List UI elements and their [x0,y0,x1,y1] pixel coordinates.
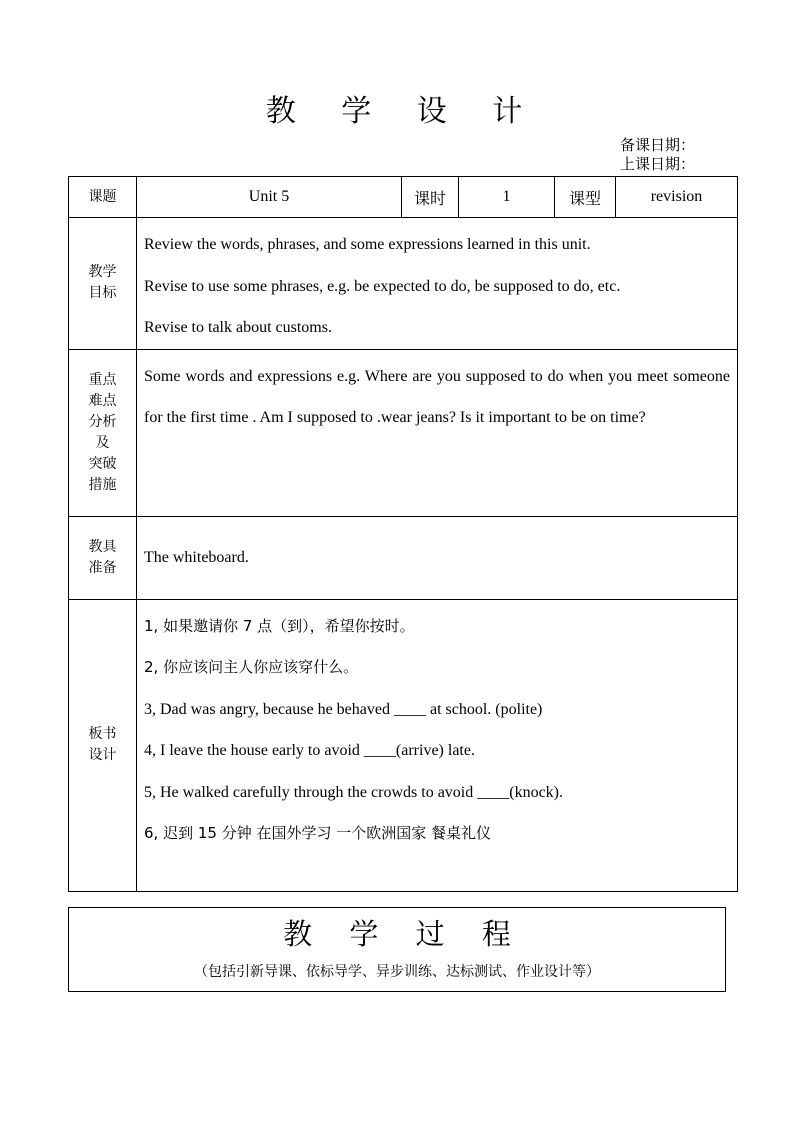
key-points-text: Some words and expressions e.g. Where are you supposed to do when you meet someone for the first time . Am I supposed to .wear jeans? Is it important to be on time? [144,367,730,426]
prep-date-label: 备课日期： [620,136,696,154]
objectives-label-line1: 教学 [88,264,117,281]
topic-value: Unit 5 [137,177,402,218]
key-points-label-line: 措施 [88,476,117,493]
board-design-row [69,599,738,891]
key-points-label-line: 突破 [88,455,117,472]
key-points-label [69,349,137,516]
period-label: 课时 [402,177,459,218]
key-points-label-line: 难点 [88,392,117,409]
board-design-label-line1: 板书 [88,726,117,742]
date-block [620,136,695,174]
objectives-content [137,218,738,350]
type-value: revision [616,177,738,218]
class-date-label: 上课日期： [620,155,696,173]
board-line: 4, I leave the house early to avoid ____(arrive) late. [144,742,475,759]
objectives-label [69,218,137,350]
board-design-label-line2: 设计 [88,747,117,763]
key-points-content [137,349,738,516]
objective-line: Revise to talk about customs. [144,319,332,336]
key-points-row [69,349,738,516]
key-points-label-line: 分析 [88,413,117,430]
objective-line: Review the words, phrases, and some expressions learned in this unit. [144,236,591,253]
board-line: 2, 你应该问主人你应该穿什么。 [144,658,359,676]
process-title: 教 学 过 程 [283,917,525,951]
key-points-label-line: 及 [95,434,110,451]
objectives-label-line2: 目标 [88,285,117,302]
lesson-plan-table [68,176,738,892]
board-design-label [69,599,137,891]
period-value: 1 [459,177,555,218]
materials-label-line1: 教具 [88,538,117,555]
process-subtitle: （包括引新导课、依标导学、异步训练、达标测试、作业设计等） [194,964,600,980]
materials-content [137,516,738,599]
materials-text: The whiteboard. [144,548,249,566]
materials-label [69,516,137,599]
type-label: 课型 [555,177,616,218]
header-row [69,177,738,218]
board-design-content [137,599,738,891]
materials-label-line2: 准备 [88,559,117,576]
board-line: 3, Dad was angry, because he behaved ____ at school. (polite) [144,700,543,718]
teaching-process-box [68,907,726,992]
board-line: 1, 如果邀请你 7 点（到），希望你按时。 [144,616,415,635]
board-line: 6, 迟到 15 分钟 在国外学习 一个欧洲国家 餐桌礼仪 [144,824,492,842]
page-title: 教 学 设 计 [265,94,541,129]
objective-line: Revise to use some phrases, e.g. be expected to do, be supposed to do, etc. [144,277,621,295]
objectives-row [69,218,738,350]
materials-row [69,516,738,599]
topic-label: 课题 [69,177,137,218]
key-points-label-line: 重点 [88,371,117,388]
board-line: 5, He walked carefully through the crowds to avoid ____(knock). [144,783,563,801]
